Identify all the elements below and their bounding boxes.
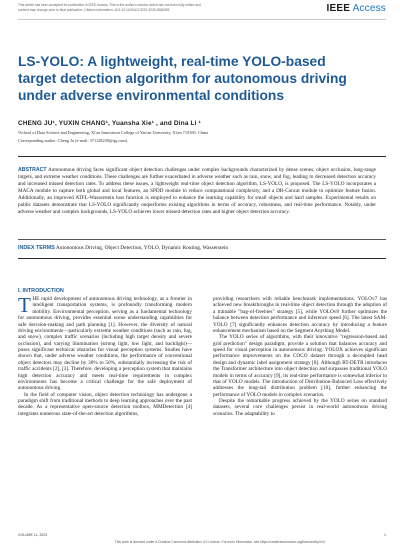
logo-access: Access	[352, 3, 386, 14]
section-heading: I. INTRODUCTION	[18, 288, 64, 294]
intro-paragraph-5: Despite the remarkable progress achieved by the YOLO series on standard datasets, several core challenges persist in real-world autonomous driving scenarios. The adaptability to	[213, 398, 387, 417]
intro-paragraph-1-text: HE rapid development of autonomous driving technology, as a frontier in intelligent transportation systems, is profoundly transforming modern mobility. Environmental perception, serving as a fundamental technology for autonomous driving, provides essential scene understanding capabilities for safe decision-making and path planning [1]. However, the diversity of natural driving environments—particularly extreme weather conditions (such as rain, fog, and snow), complex traffic scenarios (including high target density and severe occlusion), and varying illumination (strong light, low light, and backlight)—poses significant technical obstacles for visual perception systems. Studies have shown that, under adverse weather conditions, the performance of conventional object detectors may decline by 30% to 50%, substantially increasing the risk of traffic accidents [2], [3]. Therefore, developing a perception system that maintains high detection accuracy and meets real-time requirements in complex environments has become a critical challenge for the safe deployment of autonomous driving.	[18, 296, 192, 392]
abstract-label: ABSTRACT	[18, 167, 47, 173]
license-note: This work is licensed under a Creative Commons Attribution 4.0 License. For more information, see https://creativecommons.org/licenses/by/4.0/	[114, 540, 326, 544]
intro-paragraph-2: In the field of computer vision, object detection technology has undergone a paradigm shift from traditional methods to deep learning approaches over the past decade. As a representative open-source detection toolbox, MMDetection [4] integrates numerous state-of-the-art detection algorithms,	[18, 391, 192, 417]
index-terms-top-divider	[18, 239, 386, 240]
top-publication-note	[18, 3, 318, 12]
top-note-line-2: content may change prior to final publication. Citation information: DOI 10.1109/ACCESS.2025.3586399	[18, 7, 170, 12]
index-terms-bottom-divider	[18, 258, 386, 259]
index-terms	[18, 244, 378, 252]
drop-cap: T	[18, 293, 31, 317]
footer-volume: VOLUME 11, 2023	[18, 533, 48, 537]
intro-paragraph-1	[18, 293, 192, 392]
paper-title: LS-YOLO: A lightweight, real-time YOLO-based target detection algorithm for autonomous driving under adverse environmental conditions	[18, 54, 347, 103]
logo-ieee: IEEE	[326, 3, 351, 14]
index-terms-label: INDEX TERMS	[18, 245, 55, 251]
abstract-text: Autonomous driving faces significant object detection challenges under complex backgrounds characterized by dense scenes, object occlusion, long-range targets, and extreme weather conditions. These challenges are further exacerbated in adverse weather such as rain, snow, and fog, leading to decreased detection accuracy and increased missed detection rates. To address these issues, a lightweight real-time object detection algorithm, LS-YOLO, is proposed. The LS-YOLO incorporates a MACA module to capture both global and local features, an SPDD module to reduce computational complexity, and a DR-Concat module to optimize feature fusion. Additionally, an improved ATFL-Wasserstein loss function is employed to enhance the learning capability for small objects and hard samples. Experimental results on public datasets demonstrate that LS-YOLO significantly outperforms existing algorithms in terms of accuracy, robustness, and real-time performance. Notably, under adverse weather and complex backgrounds, LS-YOLO achieves lower missed detection rates and higher object detection accuracy.	[18, 167, 376, 216]
top-note-line-1: This article has been accepted for publication in IEEE Access. This is the author's version which has not been fully edited and	[18, 3, 201, 7]
affiliation: ¹School of Data Science and Engineering, Xi'an Innovation College of Yan'an University, Xi'an 710100, China	[18, 130, 208, 135]
right-column	[213, 296, 387, 417]
abstract	[18, 167, 376, 217]
author-list: CHENG JU¹, YUXIN CHANG¹, Yuansha Xie¹ , and Dina Li ¹	[18, 120, 201, 127]
journal-logo	[327, 4, 386, 14]
intro-paragraph-4: The YOLO series of algorithms, with their innovative "regression-based and grid prediction" design paradigm, provide a solution that balances accuracy and speed for visual perception in autonomous driving. YOLOX achieves significant performance improvements on the COCO dataset through a decoupled head design and dynamic label assignment strategy [8]. Although RT-DETR introduces the Transformer architecture into object detection and surpasses traditional YOLO models in terms of accuracy [9], its real-time performance is somewhat inferior to that of YOLO models. The introduction of Distribution-Balanced Loss effectively addresses the long-tail distribution problem [10], further enhancing the performance of YOLO models in complex scenarios.	[213, 334, 387, 398]
corresponding-author: Corresponding author: Cheng Ju (e-mail: 371128249@qq.com).	[18, 138, 129, 143]
footer-page-number: 1	[384, 533, 386, 537]
intro-paragraph-3: providing researchers with reliable benchmark implementations. YOLOv7 has achieved new breakthroughs in real-time object detection through the adoption of a trainable "bag-of-freebies" strategy [5], while YOLOv8 further optimizes the balance between detection performance and inference speed [6]. The latest SAM-YOLO [7] significantly enhances detection accuracy by introducing a feature enhancement mechanism based on the Segment Anything Model.	[213, 296, 387, 334]
index-terms-text: Autonomous Driving, Object Detection, YOLO, Dynamic Routing, Wasserstein	[55, 245, 229, 251]
left-column	[18, 293, 192, 417]
header-divider	[18, 19, 386, 20]
abstract-divider	[18, 156, 386, 157]
